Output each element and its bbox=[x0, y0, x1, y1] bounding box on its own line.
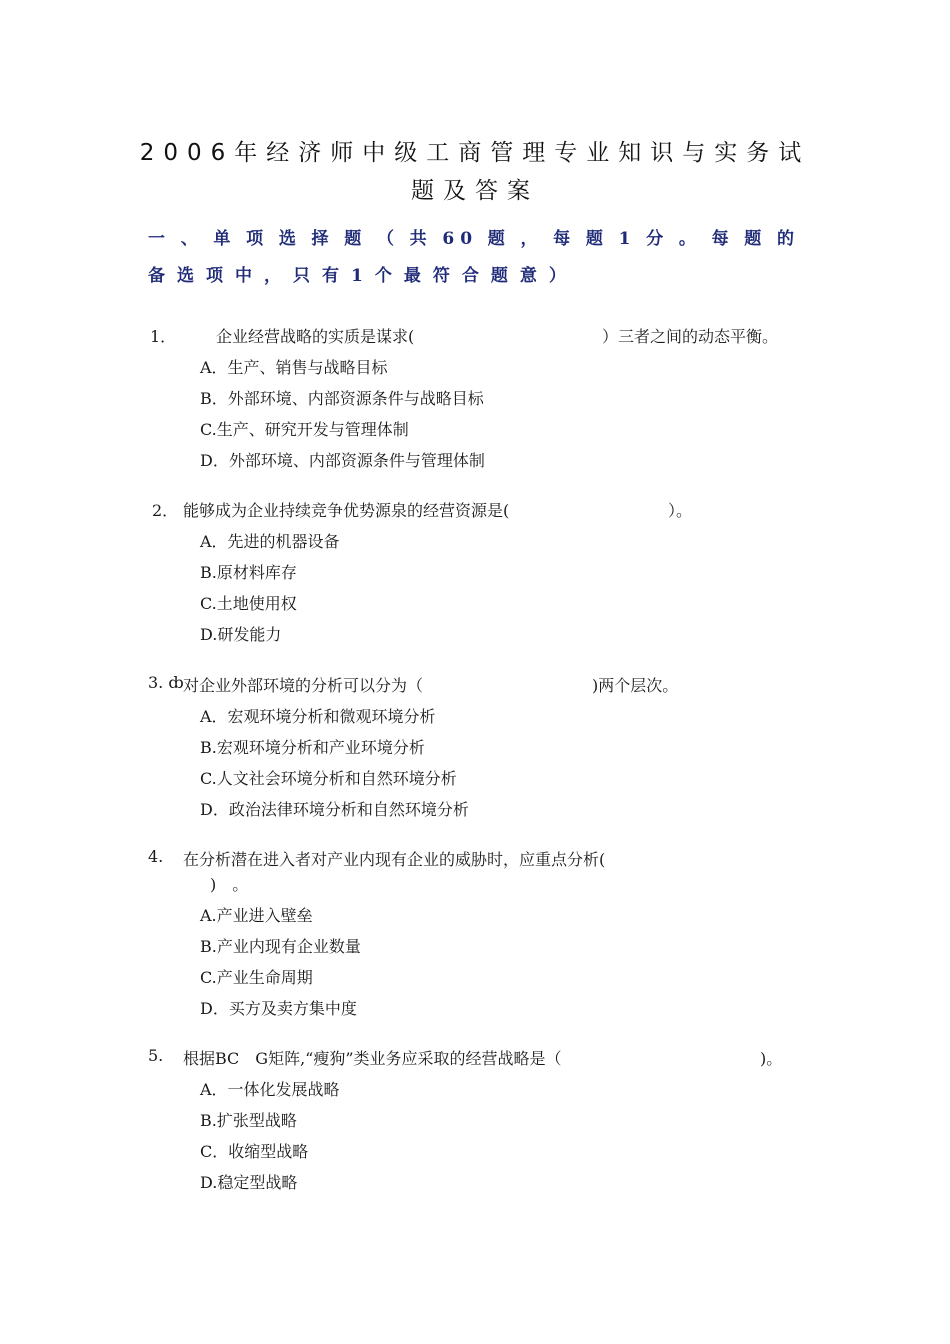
option-b: B．外部环境、内部资源条件与战略目标 bbox=[200, 389, 484, 408]
option-c: C.产业生命周期 bbox=[200, 968, 313, 987]
question-number: 5. bbox=[148, 1046, 164, 1065]
option-c: C．收缩型战略 bbox=[200, 1142, 309, 1161]
question-stem: 企业经营战略的实质是谋求( bbox=[216, 327, 415, 346]
question-stem-end: ) 。 bbox=[210, 875, 249, 894]
option-b: B.产业内现有企业数量 bbox=[200, 937, 361, 956]
document-title-line-2: 题及答案 bbox=[411, 178, 539, 204]
option-c: C.土地使用权 bbox=[200, 594, 297, 613]
option-d: D．政治法律环境分析和自然环境分析 bbox=[200, 800, 469, 819]
option-b: B.原材料库存 bbox=[200, 563, 297, 582]
section-heading-line-2: 备选项中，只有1个最符合题意） bbox=[148, 266, 578, 286]
question-number: 4. bbox=[148, 847, 164, 866]
option-a: A.产业进入壁垒 bbox=[200, 906, 313, 925]
question-stem-end: ）三者之间的动态平衡。 bbox=[602, 327, 779, 346]
question-stem: 能够成为企业持续竞争优势源泉的经营资源是( bbox=[183, 501, 510, 520]
option-c: C.人文社会环境分析和自然环境分析 bbox=[200, 769, 457, 788]
option-a: A．先进的机器设备 bbox=[200, 532, 340, 551]
option-c: C.生产、研究开发与管理体制 bbox=[200, 420, 409, 439]
option-d: D.研发能力 bbox=[200, 625, 282, 644]
question-stem-end: ）。 bbox=[668, 501, 693, 520]
option-a: A．宏观环境分析和微观环境分析 bbox=[200, 707, 436, 726]
option-b: B.扩张型战略 bbox=[200, 1111, 297, 1130]
option-d: D．买方及卖方集中度 bbox=[200, 999, 357, 1018]
document-title-line-1: 2006年经济师中级工商管理专业知识与实务试 bbox=[139, 140, 811, 166]
option-d: D.稳定型战略 bbox=[200, 1173, 298, 1192]
question-stem: 根据BC G矩阵,“瘦狗”类业务应采取的经营战略是（ bbox=[183, 1049, 562, 1068]
question-number: 3. ȸ bbox=[148, 673, 184, 692]
question-stem: 在分析潜在进入者对产业内现有企业的威胁时，应重点分析( bbox=[183, 850, 606, 869]
option-b: B.宏观环境分析和产业环境分析 bbox=[200, 738, 425, 757]
question-number: 2． bbox=[152, 501, 179, 520]
option-a: A．一体化发展战略 bbox=[200, 1080, 340, 1099]
question-stem: 对企业外部环境的分析可以分为（ bbox=[183, 676, 424, 695]
option-a: A．生产、销售与战略目标 bbox=[200, 358, 388, 377]
question-stem-end: )两个层次。 bbox=[592, 676, 679, 695]
question-stem-end: )。 bbox=[760, 1049, 783, 1068]
section-heading-line-1: 一、单项选择题（共60题，每题1分。每题的 bbox=[148, 229, 800, 249]
option-d: D．外部环境、内部资源条件与管理体制 bbox=[200, 451, 485, 470]
question-number: 1． bbox=[150, 327, 177, 346]
